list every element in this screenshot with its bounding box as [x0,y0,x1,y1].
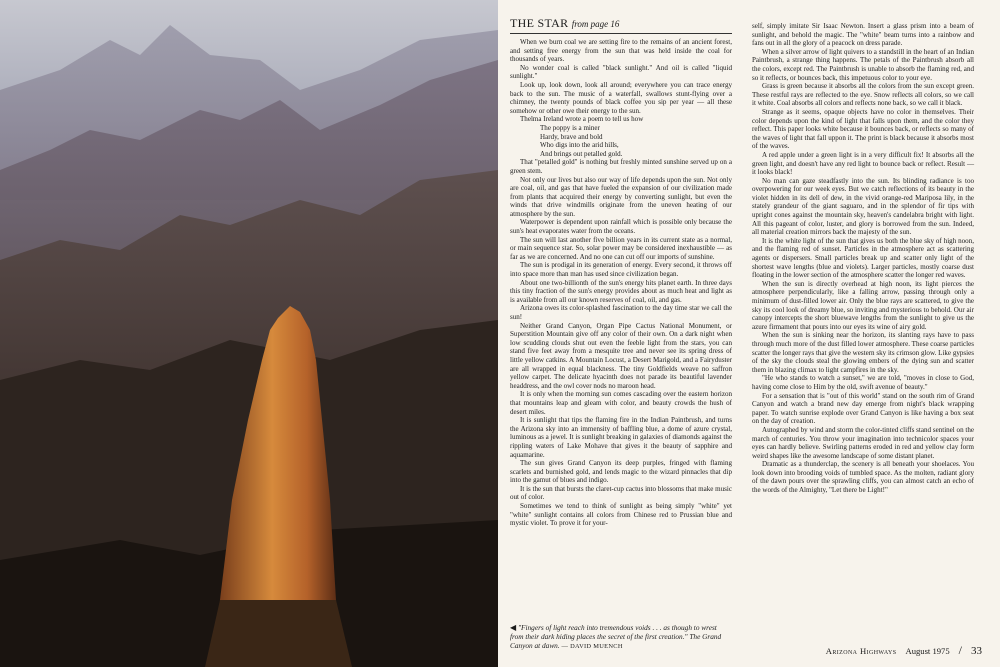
folio-divider: / [958,643,962,657]
magazine-name: Arizona Highways [825,646,897,656]
poem-line: And brings out petalled gold. [540,149,623,158]
paragraph: It is the white light of the sun that gives us both the blue sky of high noon, and the flaming red of sunset. Particles in the atmosphere act as scattering agents or dispersers. Small particles break up and scatter only light of the shortest wave lengths (blue and violets). Larger particles, mostly coarse dust floating in the lower section of the atmosphere scatter the longer red waves. [752,236,974,280]
paragraph: Not only our lives but also our way of life depends upon the sun. Not only are coal, oil, and gas that have fueled the expansion of our civilization made from plants that acquired their energy by converting sunlight, but even the winds that drive windmills originate from the uneven heating of our atmosphere by the sun. [510,175,732,218]
paragraph: Grass is green because it absorbs all the colors from the sun except green. These restful rays are reflected to the eye. Snow reflects all colors, so we call it white. Coal absorbs all colors and reflects none back, so we call it black. [752,82,974,108]
grand-canyon-photo [0,0,498,667]
poem-line: Who digs into the arid hills, [540,141,619,150]
continued-from: from page 16 [571,19,620,29]
paragraph: The sun will last another five billion years in its current state as a normal, or main sequence star. So, solar power may be considered inexhaustible — as far as we are concerned. And no one can cut off our imports of sunshine. [510,235,732,261]
poem-line: The poppy is a miner [540,123,600,132]
paragraph: When the sun is sinking near the horizon, its slanting rays have to pass through much more of the dust filled lower atmosphere. These coarse particles scatter the longer rays that give the western sky its crimson glow. Like gypsies of the sky the clouds steal the glowing embers of the dying sun and scatter them in blazing climax to light campfires in the sky. [752,331,974,374]
right-text-column [752,22,974,495]
paragraph: Thelma Ireland wrote a poem to tell us how [520,115,644,124]
paragraph: Look up, look down, look all around; everywhere you can trace energy back to the sun. The music of a waterfall, swallows stunt-flying over a chimney, the twenty pounds of black coffee you sip per year — all these somehow or other owe their energy to the sun. [510,80,732,115]
poem-line: Hardy, brave and bold [540,132,603,141]
canyon-landscape-illustration [0,0,498,667]
paragraph: For a sensation that is "out of this world" stand on the south rim of Grand Canyon and watch a brand new day emerge from night's black wrapping paper. To watch sunrise explode over Grand Canyon is like having a box seat on the day of creation. [752,391,974,426]
paragraph: Neither Grand Canyon, Organ Pipe Cactus National Monument, or Superstition Mountain give off any color of their own. On a dark night when low scudding clouds shut out even the feeble light from the stars, you can stand five feet away from a mesquite tree and never see its spring dress of little yellow catkins. A Mountain Locust, a Desert Marigold, and a Fairyduster are all wrapped in equal blackness. The tiny Goldfields weave no saffron yellow carpet. The delicate hyacinth does not parade its beautiful lavender headdress, and the owl cover nods no maroon head. [510,321,732,390]
article-header [510,16,732,34]
article-title: THE STAR [510,16,569,30]
paragraph: When the sun is directly overhead at high noon, its light pierces the atmosphere perpendicularly, like a falling arrow, passing through only a minimum of dust-filled lower air. Only the blue rays are scattered, to give the sky its cool look of dreamy blue, so inviting and mysterious to behold. Our air canopy intercepts the short bluewave lengths from the sunlight to give us the azure firmament that pours into our eyes its wine of airy gold. [752,279,974,331]
paragraph: When a silver arrow of light quivers to a standstill in the heart of an Indian Paintbrush, a strange thing happens. The petals of the Paintbrush absorb all the colors, except red. The Paintbrush is unable to absorb the flaming red, and so it reflects, or bounces back, this impetuous color to your eye. [752,47,974,82]
page-footer [752,643,982,658]
paragraph: Autographed by wind and storm the color-tinted cliffs stand sentinel on the march of centuries. You throw your imagination into technicolor spaces your eyes can hardly believe. Swirling patterns eroded in red and yellow clay form weird shapes like the awesome landscape of some distant planet. [752,425,974,460]
arrow-left-icon: ◀ [510,623,517,632]
photo-credit: — DAVID MUENCH [561,642,623,650]
paragraph: The sun gives Grand Canyon its deep purples, fringed with flaming scarlets and burnished gold, and lends magic to the wizard pinnacles that dip into the gamut of blues and indigo. [510,459,732,485]
page-number: 33 [971,645,982,657]
poem [540,124,732,158]
paragraph: The sun is prodigal in its generation of energy. Every second, it throws off into space more than man has used since civilization began. [510,261,732,279]
paragraph: Strange as it seems, opaque objects have no color in themselves. Their color depends upon the kind of light that falls upon them, and the color they reflect. This paper looks white because it bounces back, or reflects so many of the waves of light that fall uppon it. The print is black because it absorbs most of the waves. [752,107,974,151]
caption-text: "Fingers of light reach into tremendous voids . . . as though to wrest from their dark hiding places the secret of the first creation." The Grand Canyon at dawn. [510,623,722,650]
article-page [498,0,1000,667]
paragraph: No man can gaze steadfastly into the sun. Its blinding radiance is too overpowering for our week eyes. But we catch reflections of its beauty in the violet hidden in its dell of dew, in the vivid orange-red Mariposa lily, in the stately grandeur of the giant saguaro, and in the splendor of fir tips with upright cones against the mountain sky, heaven's candelabra bright with light. All this pageant of color, luster, and glory is borrowed from the sun. Indeed, all material creation mirrors back the majesty of the sun. [752,176,974,237]
paragraph: That "petalled gold" is nothing but freshly minted sunshine served up on a green stem. [510,158,732,175]
paragraph: "He who stands to watch a sunset," we are told, "moves in close to God, having come close to Him by the old, swift avenue of beauty." [752,374,974,391]
issue-date: August 1975 [905,646,950,656]
paragraph: Waterpower is dependent upon rainfall which is possible only because the sun's heat evaporates water from the oceans. [510,218,732,236]
paragraph: No wonder coal is called "black sunlight." And oil is called "liquid sunlight." [510,63,732,81]
paragraph: Sometimes we tend to think of sunlight as being simply "white" yet "white" sunlight contains all colors from Chinese red to Prussian blue and mystic violet. To prove it for your- [510,502,732,528]
paragraph: Dramatic as a thunderclap, the scenery is all beneath your shoelaces. You look down into brooding voids of tumbled space. As the molten, radiant glory of the dawn pours over the sprawling cliffs, you can almost catch an echo of the words of the Almighty, "Let there be Light!" [752,460,974,495]
paragraph: A red apple under a green light is in a very difficult fix! It absorbs all the green light, and doesn't have any red light to bounce back or reflect. Result — it looks black! [752,150,974,177]
left-text-column [510,38,732,528]
paragraph: When we burn coal we are setting fire to the remains of an ancient forest, and setting free energy from the sun that was held inside the coal for thousands of years. [510,38,732,64]
paragraph: Arizona owes its color-splashed fascination to the day time star we call the sun! [510,304,732,321]
paragraph: self, simply imitate Sir Isaac Newton. Insert a glass prism into a beam of sunlight, and behold the magic. The "white" beam turns into a rainbow and fans out in all the glory of a peacock on dress parade. [752,22,974,48]
paragraph: It is only when the morning sun comes cascading over the eastern horizon that mountains leap and gleam with color, and beauty crowds the hush of desert miles. [510,390,732,416]
photo-caption [510,624,732,651]
paragraph: It is sunlight that tips the flaming fire in the Indian Paintbrush, and turns the Arizona sky into an immensity of baffling blue, a dome of azure crystal, luminous as a jewel. It is sunlight breaking in galaxies of diamonds against the rippling waters of Lake Mohave that gives it the beauty of sapphire and aquamarine. [510,416,732,459]
paragraph: About one two-billionth of the sun's energy hits planet earth. In three days this tiny fraction of the sun's energy provides about as much heat and light as is available from all our known reserves of coal, oil, and gas. [510,278,732,304]
paragraph: It is the sun that bursts the claret-cup cactus into blossoms that make music out of color. [510,484,732,502]
